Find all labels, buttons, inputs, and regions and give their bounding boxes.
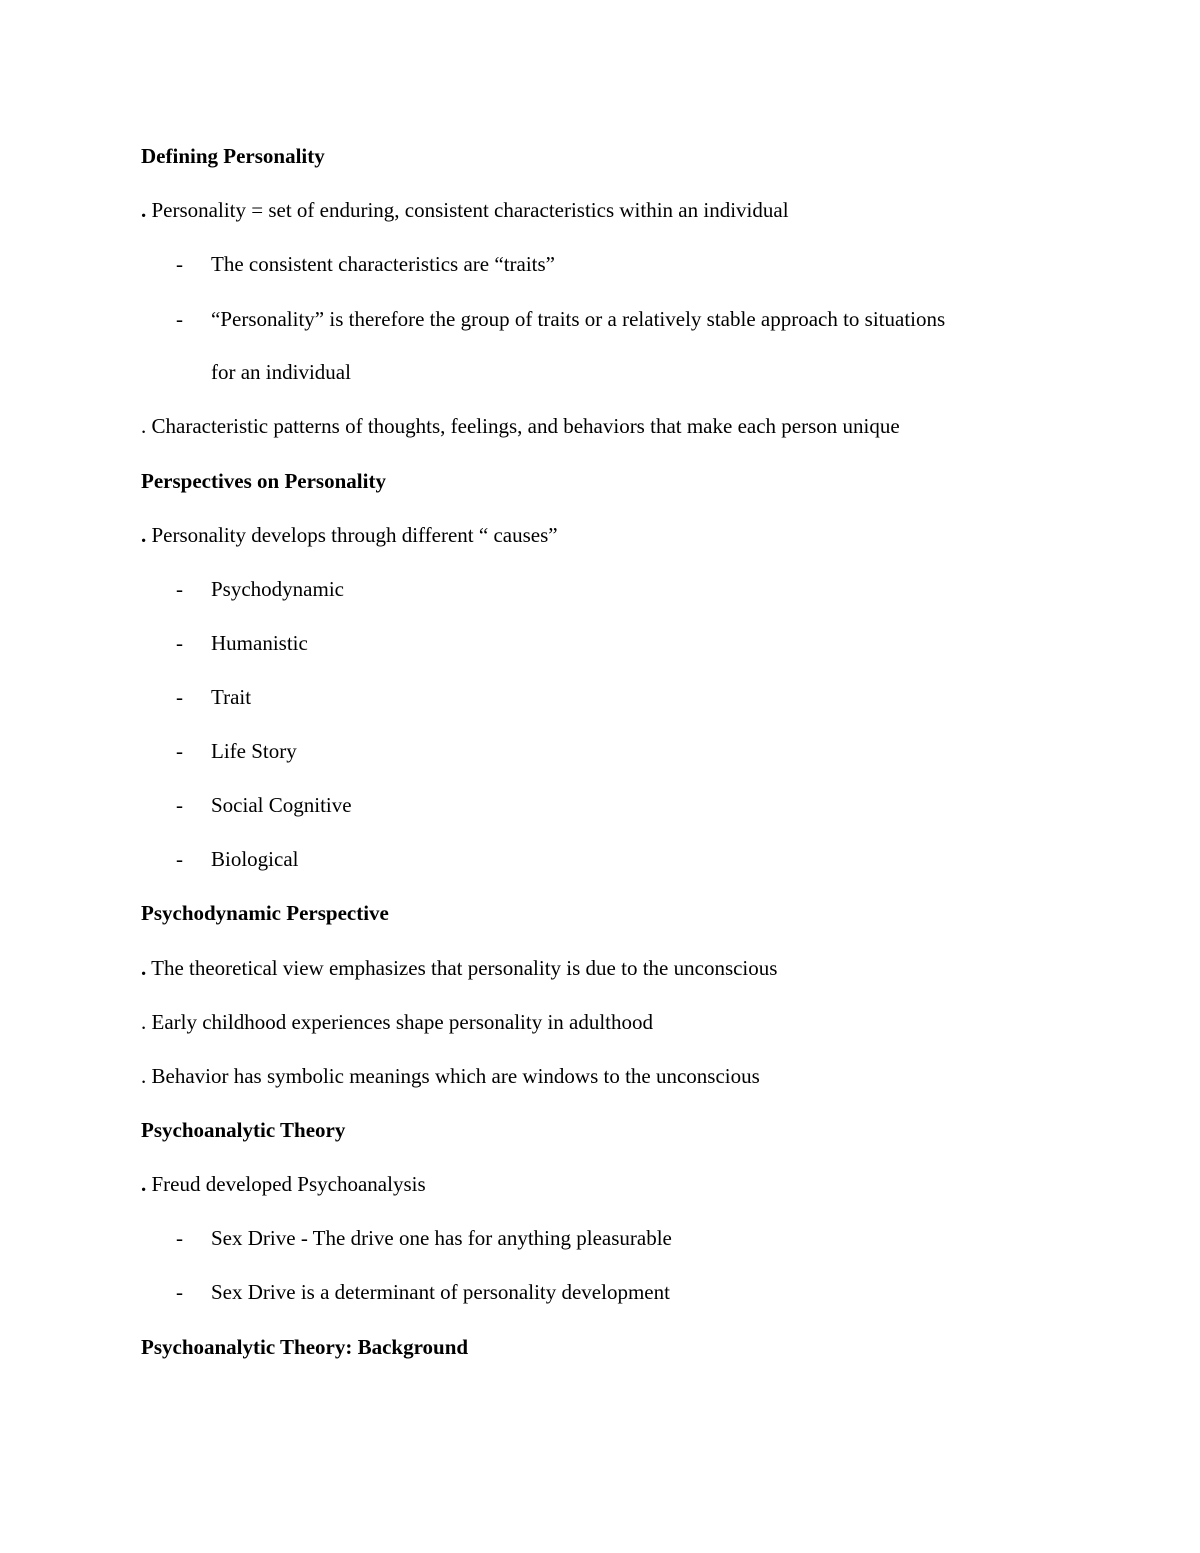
bullet-text: The theoretical view emphasizes that personality is due to the unconscious [146,956,778,980]
dash-text: Trait [211,685,252,709]
dash-text: Biological [211,847,299,871]
dash-text: Sex Drive - The drive one has for anything pleasurable [211,1226,672,1250]
dash-text: Humanistic [211,631,308,655]
dash-marker: - [176,739,183,763]
section-heading: Psychoanalytic Theory [141,1118,346,1142]
dash-text: “Personality” is therefore the group of traits or a relatively stable approach to situations [211,307,946,331]
bullet-text: Early childhood experiences shape personality in adulthood [146,1010,654,1034]
dash-marker: - [176,307,183,331]
bullet-text: Behavior has symbolic meanings which are windows to the unconscious [146,1064,760,1088]
bullet-marker: . [141,414,147,438]
bullet-marker: . [141,1064,147,1088]
section-heading: Psychodynamic Perspective [141,901,389,925]
dash-marker: - [176,847,183,871]
dash-marker: - [176,252,183,276]
dash-marker: - [176,793,183,817]
dash-marker: - [176,577,183,601]
bullet-marker: . [141,956,147,980]
dash-marker: - [176,1280,183,1304]
dash-text: The consistent characteristics are “traits” [211,252,555,276]
dash-marker: - [176,631,183,655]
bullet-item [141,1009,653,1035]
dash-text: Life Story [211,739,297,763]
bullet-item [141,1063,760,1089]
bullet-text: Personality develops through different “ causes” [146,523,558,547]
section-heading: Defining Personality [141,144,325,168]
bullet-marker: . [141,1010,147,1034]
bullet-item [141,955,777,981]
bullet-marker: . [141,1172,147,1196]
bullet-marker: . [141,198,147,222]
dash-text: Psychodynamic [211,577,344,601]
dash-marker: - [176,685,183,709]
section-heading: Psychoanalytic Theory: Background [141,1335,469,1359]
bullet-item [141,522,558,548]
dash-text: Social Cognitive [211,793,352,817]
bullet-item [141,1171,426,1197]
dash-marker: - [176,1226,183,1250]
dash-text: Sex Drive is a determinant of personality development [211,1280,670,1304]
bullet-text: Freud developed Psychoanalysis [146,1172,426,1196]
bullet-text: Characteristic patterns of thoughts, feelings, and behaviors that make each person unique [146,414,900,438]
section-heading: Perspectives on Personality [141,469,386,493]
bullet-item [141,413,900,439]
dash-text: for an individual [211,360,351,384]
bullet-marker: . [141,523,147,547]
bullet-text: Personality = set of enduring, consistent characteristics within an individual [146,198,789,222]
bullet-item [141,197,789,223]
